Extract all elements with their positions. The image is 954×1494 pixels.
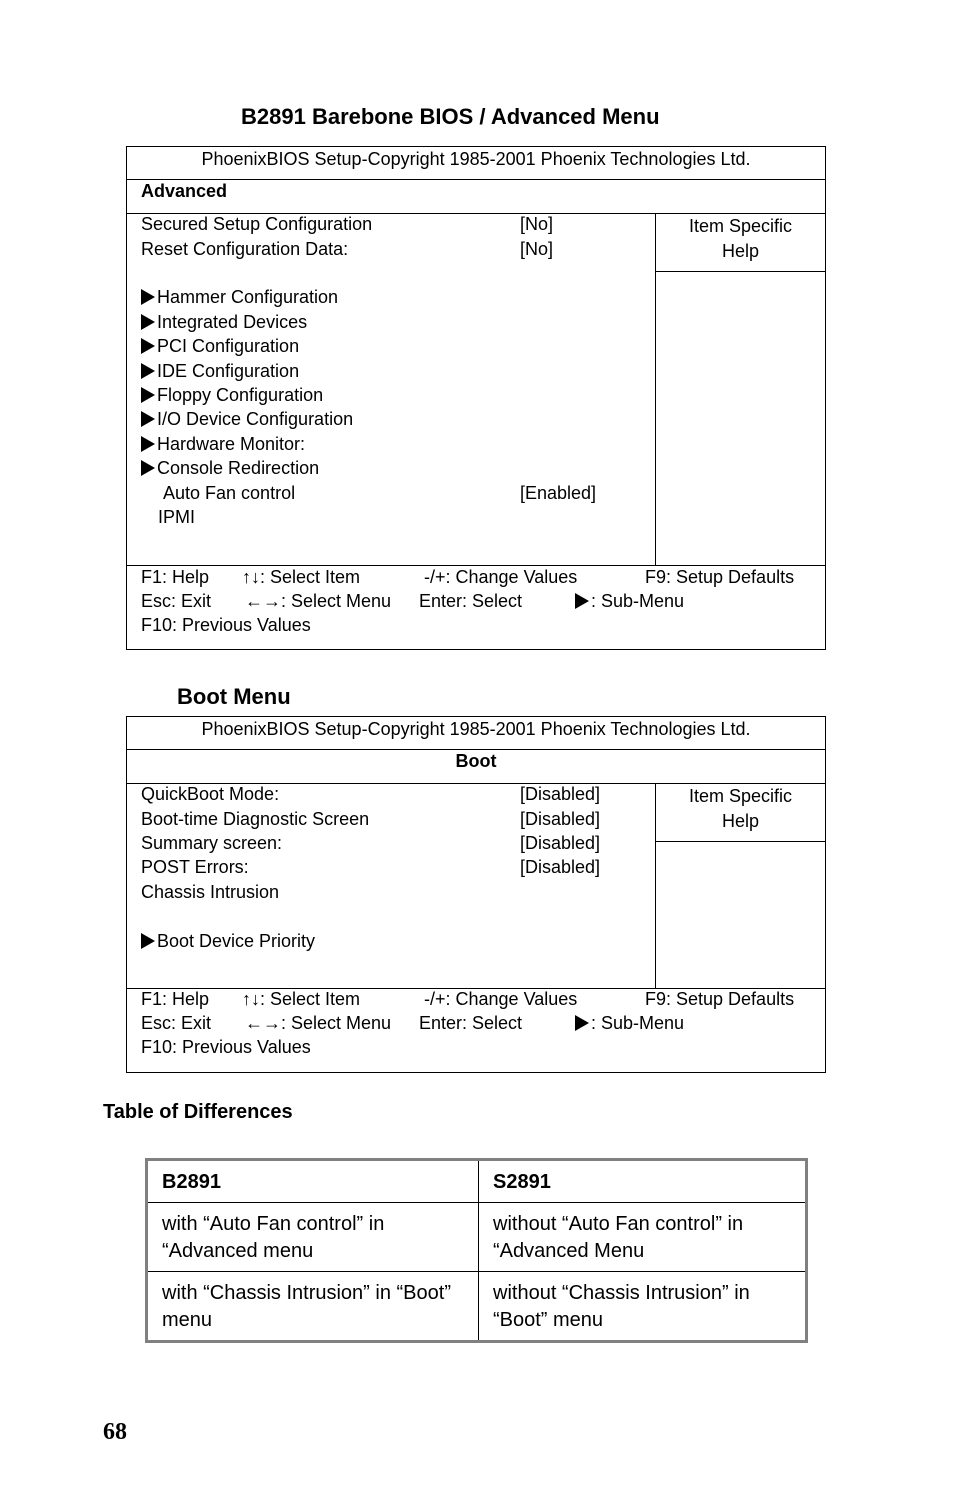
table-cell: with “Chassis Intrusion” in “Boot” menu — [147, 1272, 479, 1342]
submenu-item-ide[interactable] — [141, 359, 299, 383]
setting-label: Secured Setup Configuration — [141, 214, 373, 234]
setting-value[interactable]: [Disabled] — [520, 857, 601, 877]
ipmi-label: IPMI — [158, 507, 196, 527]
submenu-label: Hammer Configuration — [157, 287, 339, 307]
item-help-header — [656, 784, 825, 842]
key-select-menu: ←→: Select Menu — [245, 591, 392, 611]
advanced-heading: B2891 Barebone BIOS / Advanced Menu — [241, 104, 660, 129]
auto-fan-label: Auto Fan control — [163, 483, 296, 503]
submenu-item-io[interactable] — [141, 407, 353, 431]
submenu-arrow-icon — [141, 338, 155, 354]
table-row — [147, 1272, 807, 1342]
page-number: 68 — [103, 1419, 127, 1445]
advanced-bios-screen — [126, 146, 826, 650]
key-esc-exit: Esc: Exit — [141, 591, 212, 611]
submenu-item-boot-priority[interactable] — [141, 929, 315, 953]
submenu-arrow-icon — [141, 314, 155, 330]
key-submenu — [575, 589, 684, 613]
table-cell: without “Chassis Intrusion” in “Boot” menu — [479, 1272, 807, 1342]
key-f9-defaults: F9: Setup Defaults — [645, 567, 795, 587]
setting-value[interactable]: [No] — [520, 239, 554, 259]
menu-title-advanced: Advanced — [127, 180, 825, 214]
submenu-item-console[interactable] — [141, 456, 319, 480]
bios-copyright: PhoenixBIOS Setup-Copyright 1985-2001 Phoenix Technologies Ltd. — [127, 147, 825, 180]
key-f10-previous: F10: Previous Values — [141, 1037, 311, 1057]
submenu-arrow-icon — [141, 411, 155, 427]
key-submenu — [575, 1011, 684, 1035]
bios-key-legend — [127, 566, 825, 650]
submenu-label: Integrated Devices — [157, 312, 308, 332]
setting-value[interactable]: [Disabled] — [520, 809, 601, 829]
submenu-arrow-icon — [575, 1015, 589, 1031]
differences-table — [145, 1158, 808, 1343]
boot-heading: Boot Menu — [177, 684, 291, 709]
table-header-row — [147, 1160, 807, 1203]
submenu-label: Hardware Monitor: — [157, 434, 306, 454]
key-esc-exit: Esc: Exit — [141, 1013, 212, 1033]
submenu-label: IDE Configuration — [157, 361, 300, 381]
setting-value[interactable]: [No] — [520, 214, 554, 234]
key-select-menu: ←→: Select Menu — [245, 1013, 392, 1033]
submenu-label: PCI Configuration — [157, 336, 300, 356]
submenu-label: Floppy Configuration — [157, 385, 324, 405]
submenu-item-hw-monitor[interactable] — [141, 432, 305, 456]
submenu-arrow-icon — [575, 593, 589, 609]
help-line: Help — [721, 810, 760, 831]
key-enter-select: Enter: Select — [419, 1013, 523, 1033]
table-row — [147, 1203, 807, 1272]
help-line: Item Specific — [688, 216, 793, 236]
key-select-item: ↑↓: Select Item — [242, 989, 361, 1009]
column-header-s2891: S2891 — [479, 1160, 807, 1203]
help-line: Help — [721, 240, 760, 261]
setting-value[interactable]: [Disabled] — [520, 833, 601, 853]
key-f10-previous: F10: Previous Values — [141, 615, 311, 635]
column-header-b2891: B2891 — [147, 1160, 479, 1203]
item-help-panel — [655, 784, 825, 988]
key-change-values: -/+: Change Values — [424, 567, 578, 587]
submenu-item-pci[interactable] — [141, 334, 299, 358]
setting-label: Summary screen: — [141, 833, 283, 853]
setting-label: Boot-time Diagnostic Screen — [141, 809, 370, 829]
key-change-values: -/+: Change Values — [424, 989, 578, 1009]
item-help-header — [656, 214, 825, 272]
submenu-arrow-icon — [141, 387, 155, 403]
key-submenu-label: : Sub-Menu — [591, 1013, 685, 1033]
key-select-item: ↑↓: Select Item — [242, 567, 361, 587]
auto-fan-value[interactable]: [Enabled] — [520, 483, 597, 503]
submenu-arrow-icon — [141, 436, 155, 452]
setting-label: QuickBoot Mode: — [141, 784, 280, 804]
key-f9-defaults: F9: Setup Defaults — [645, 989, 795, 1009]
bios-key-legend — [127, 989, 825, 1073]
help-line: Item Specific — [688, 786, 793, 806]
advanced-settings-panel — [127, 214, 825, 566]
key-submenu-label: : Sub-Menu — [591, 591, 685, 611]
key-f1-help: F1: Help — [141, 989, 210, 1009]
table-cell: with “Auto Fan control” in “Advanced menu — [147, 1203, 479, 1272]
submenu-arrow-icon — [141, 363, 155, 379]
item-help-panel — [655, 214, 825, 565]
submenu-label: Boot Device Priority — [157, 931, 316, 951]
submenu-arrow-icon — [141, 933, 155, 949]
setting-value[interactable]: [Disabled] — [520, 784, 601, 804]
differences-heading: Table of Differences — [103, 1101, 293, 1123]
key-f1-help: F1: Help — [141, 567, 210, 587]
submenu-label: I/O Device Configuration — [157, 409, 354, 429]
submenu-item-floppy[interactable] — [141, 383, 323, 407]
setting-label: Reset Configuration Data: — [141, 239, 349, 259]
submenu-item-integrated[interactable] — [141, 310, 307, 334]
submenu-arrow-icon — [141, 289, 155, 305]
submenu-arrow-icon — [141, 460, 155, 476]
submenu-item-hammer[interactable] — [141, 285, 338, 309]
submenu-label: Console Redirection — [157, 458, 320, 478]
bios-copyright: PhoenixBIOS Setup-Copyright 1985-2001 Phoenix Technologies Ltd. — [127, 717, 825, 750]
chassis-intrusion-label: Chassis Intrusion — [141, 882, 280, 902]
boot-settings-panel — [127, 784, 825, 989]
table-cell: without “Auto Fan control” in “Advanced Menu — [479, 1203, 807, 1272]
boot-bios-screen — [126, 716, 826, 1073]
setting-label: POST Errors: — [141, 857, 249, 877]
key-enter-select: Enter: Select — [419, 591, 523, 611]
menu-title-boot: Boot — [127, 750, 825, 784]
